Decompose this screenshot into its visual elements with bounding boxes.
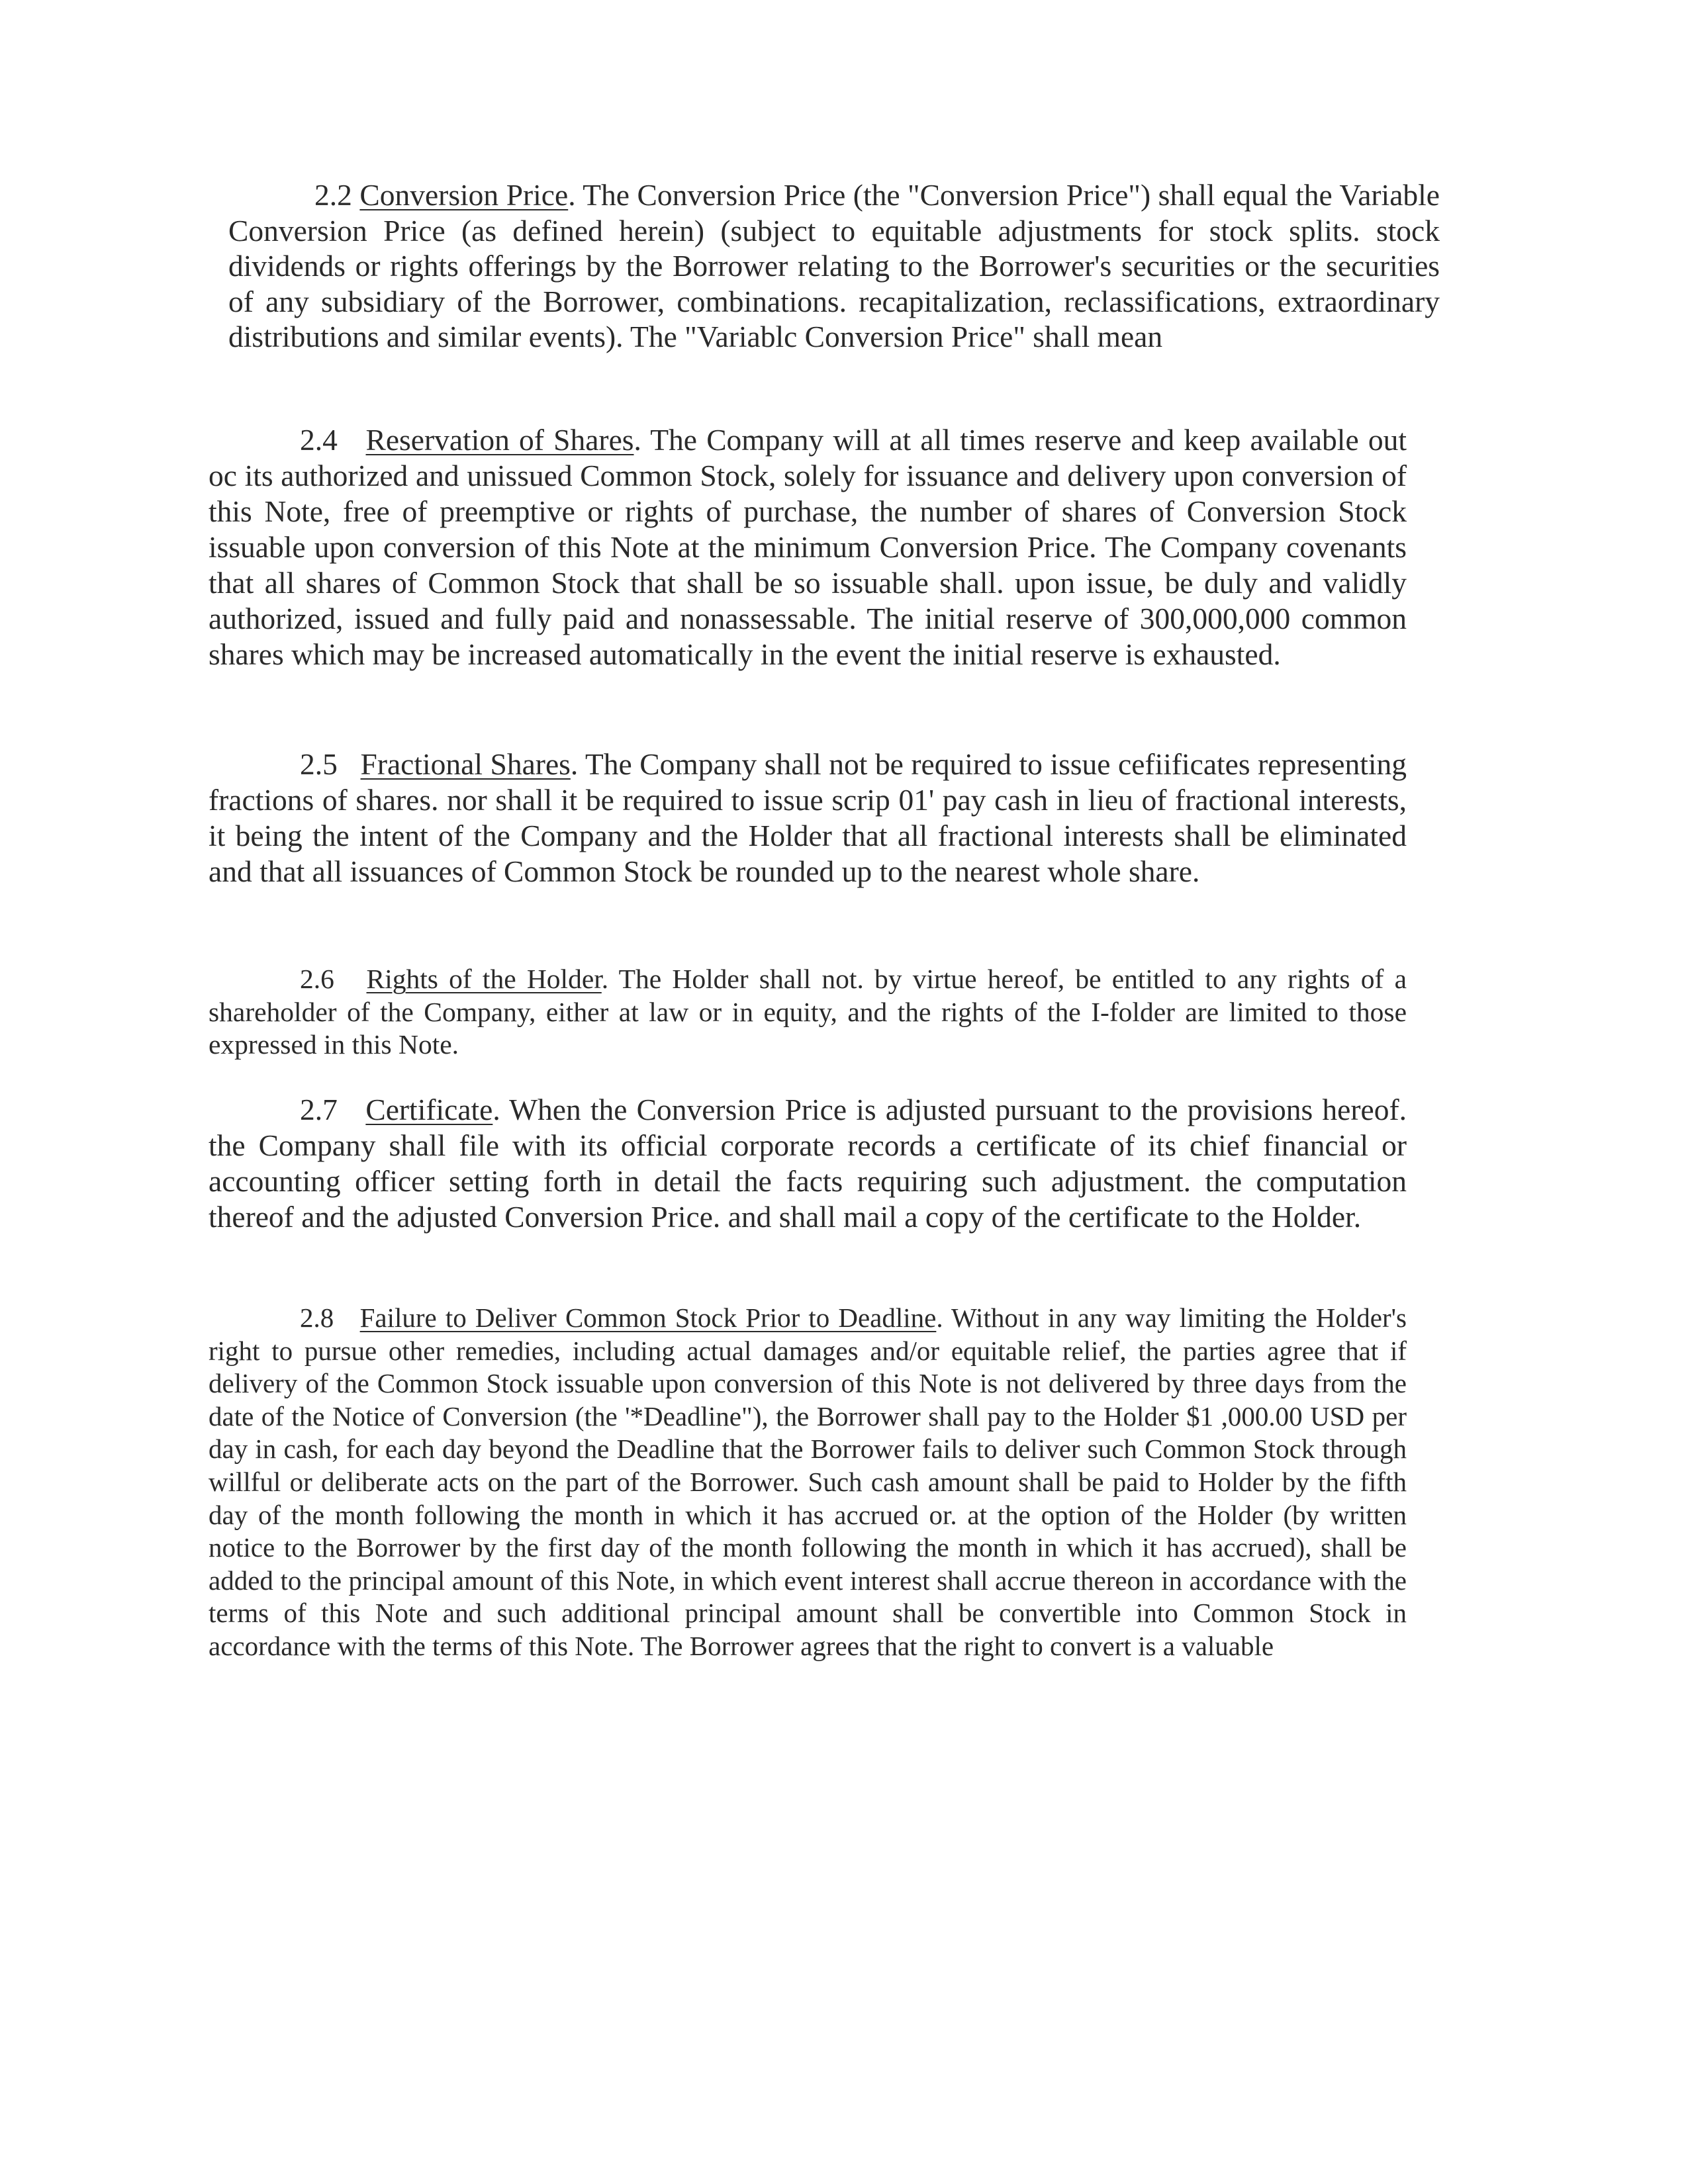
- section-2-5-number: 2.5: [300, 747, 338, 781]
- section-2-8: [209, 1302, 1407, 1663]
- section-2-5: [209, 747, 1407, 889]
- section-2-5-body: . The Company shall not be required to issue cefiificates representing fractions of shares. nor shall it be required to issue scrip 01' pay cash in lieu of fractional interests, it being the intent of the Company and the Holder that all fractional interests shall be eliminated and that all issuances of Common Stock be rounded up to the nearest whole share.: [209, 747, 1407, 888]
- section-2-2-heading: Conversion Price: [359, 178, 569, 212]
- section-2-2-number: 2.2: [314, 178, 352, 212]
- section-2-4: [209, 422, 1407, 672]
- section-2-8-heading: Failure to Deliver Common Stock Prior to Deadline: [359, 1302, 937, 1333]
- section-2-4-number: 2.4: [300, 423, 338, 457]
- section-2-6-body: . The Holder shall not. by virtue hereof, be entitled to any rights of a shareholder of the Company, either at law or in equity, and the rights of the I-folder are limited to those expressed in this Note.: [209, 964, 1407, 1060]
- section-2-7-heading: Certificate: [365, 1093, 493, 1126]
- section-2-4-body: . The Company will at all times reserve and keep available out oc its authorized and unissued Common Stock, solely for issuance and delivery upon conversion of this Note, free of preemptive or rights of purchase, the number of shares of Conversion Stock issuable upon conversion of this Note at the minimum Conversion Price. The Company covenants that all shares of Common Stock that shall be so issuable shall. upon issue, be duly and validly authorized, issued and fully paid and nonassessable. The initial reserve of 300,000,000 common shares which may be increased automatically in the event the initial reserve is exhausted.: [209, 423, 1407, 671]
- section-2-7-body: . When the Conversion Price is adjusted pursuant to the provisions hereof. the Company shall file with its official corporate records a certificate of its chief financial or accounting officer setting forth in detail the facts requiring such adjustment. the computation thereof and the adjusted Conversion Price. and shall mail a copy of the certificate to the Holder.: [209, 1093, 1407, 1234]
- section-2-6-number: 2.6: [300, 964, 334, 994]
- section-2-8-number: 2.8: [300, 1302, 334, 1333]
- section-2-7-number: 2.7: [300, 1093, 338, 1126]
- section-2-6-heading: Rights of the Holder: [366, 964, 602, 994]
- section-2-5-heading: Fractional Shares: [360, 747, 571, 781]
- section-2-6: [209, 963, 1407, 1062]
- section-2-4-heading: Reservation of Shares: [365, 423, 634, 457]
- section-2-2: [228, 177, 1440, 355]
- section-2-8-body: . Without in any way limiting the Holder's right to pursue other remedies, including actual damages and/or equitable relief, the parties agree that if delivery of the Common Stock issuable upon conversion of this Note is not delivered by three days from the date of the Notice of Conversion (the '*Deadline"), the Borrower shall pay to the Holder $1 ,000.00 USD per day in cash, for each day beyond the Deadline that the Borrower fails to deliver such Common Stock through willful or deliberate acts on the part of the Borrower. Such cash amount shall be paid to Holder by the fifth day of the month following the month in which it has accrued or. at the option of the Holder (by written notice to the Borrower by the first day of the month following the month in which it has accrued), shall be added to the principal amount of this Note, in which event interest shall accrue thereon in accordance with the terms of this Note and such additional principal amount shall be convertible into Common Stock in accordance with the terms of this Note. The Borrower agrees that the right to convert is a valuable: [209, 1302, 1407, 1661]
- section-2-7: [209, 1092, 1407, 1235]
- section-2-2-body: . The Conversion Price (the "Conversion Price") shall equal the Variable Conversion Price (as defined herein) (subject to equitable adjustments for stock splits. stock dividends or rights offerings by the Borrower relating to the Borrower's securities or the securities of any subsidiary of the Borrower, combinations. recapitalization, reclassifications, extraordinary distributions and similar events). The "Variablc Conversion Price" shall mean: [228, 178, 1440, 353]
